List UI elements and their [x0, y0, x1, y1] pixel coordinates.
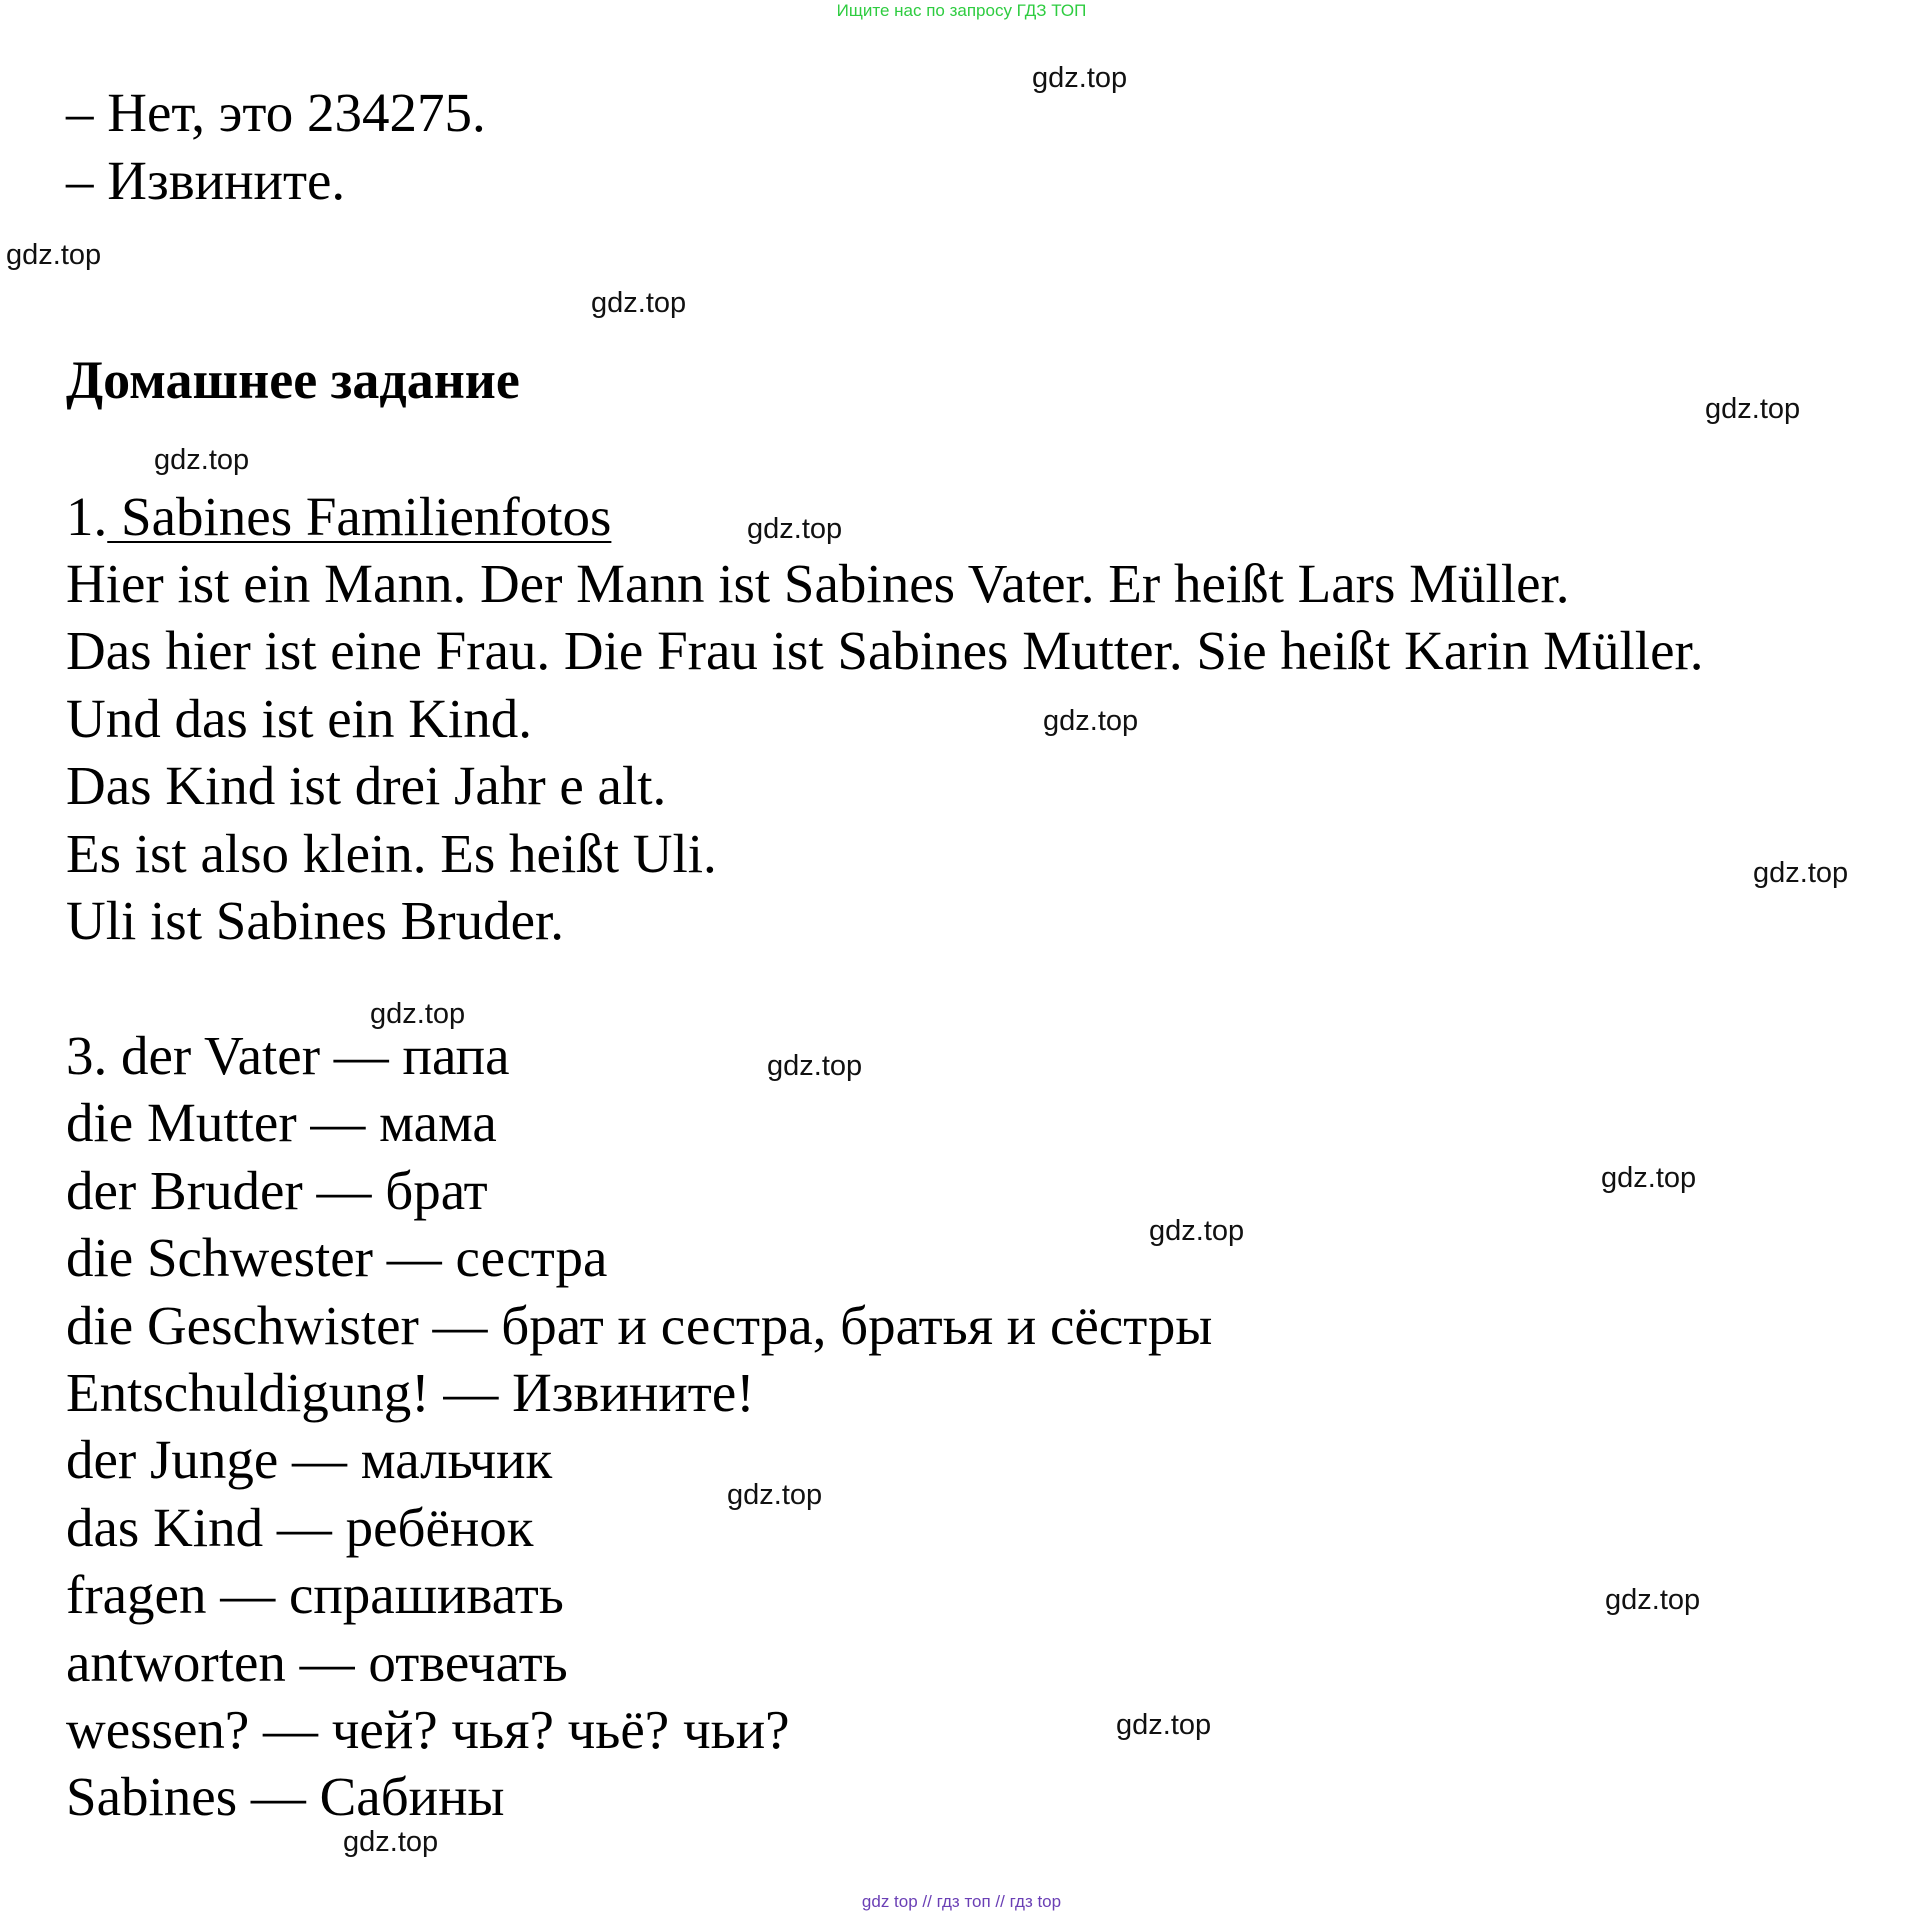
- task1-line-6: Uli ist Sabines Bruder.: [66, 890, 565, 951]
- vocab-line-10: antworten — отвечать: [66, 1632, 568, 1693]
- watermark: gdz.top: [1116, 1709, 1212, 1741]
- vocab-line-9: fragen — спрашивать: [66, 1564, 564, 1625]
- watermark: gdz.top: [767, 1050, 863, 1082]
- vocab-line-3: der Bruder — брат: [66, 1160, 488, 1221]
- vocab-line-8: das Kind — ребёнок: [66, 1497, 534, 1558]
- task1-number: 1.: [66, 486, 108, 547]
- vocab-line-11: wessen? — чей? чья? чьё? чьи?: [66, 1699, 790, 1760]
- watermark: gdz.top: [154, 444, 250, 476]
- watermark: gdz.top: [747, 513, 843, 545]
- vocab-line-1: 3. der Vater — папа: [66, 1025, 510, 1086]
- task1-line-4: Das Kind ist drei Jahr e alt.: [66, 755, 667, 816]
- intro-line-1: – Нет, это 234275.: [66, 82, 486, 143]
- watermark: gdz.top: [1601, 1162, 1697, 1194]
- watermark: gdz.top: [1753, 857, 1849, 889]
- task1-line-3: Und das ist ein Kind.: [66, 688, 532, 749]
- task1-line-1: Hier ist ein Mann. Der Mann ist Sabines Vater. Er heißt Lars Müller.: [66, 553, 1570, 614]
- watermark: gdz.top: [727, 1479, 823, 1511]
- vocab-line-5: die Geschwister — брат и сестра, братья и сёстры: [66, 1295, 1213, 1356]
- vocab-line-2: die Mutter — мама: [66, 1092, 497, 1153]
- watermark: gdz.top: [1149, 1215, 1245, 1247]
- vocab-line-4: die Schwester — сестра: [66, 1227, 608, 1288]
- task1-title: Sabines Familienfotos: [107, 486, 612, 547]
- vocab-line-6: Entschuldigung! — Извините!: [66, 1362, 755, 1423]
- bottom-footer[interactable]: gdz top // гдз топ // гдз top: [861, 1892, 1062, 1911]
- top-banner[interactable]: Ищите нас по запросу ГДЗ ТОП: [836, 1, 1087, 20]
- watermark: gdz.top: [1043, 705, 1139, 737]
- vocab-line-7: der Junge — мальчик: [66, 1429, 553, 1490]
- vocab-line-12: Sabines — Сабины: [66, 1766, 505, 1827]
- watermark: gdz.top: [343, 1826, 439, 1858]
- task1-line-2: Das hier ist eine Frau. Die Frau ist Sabines Mutter. Sie heißt Karin Müller.: [66, 620, 1704, 681]
- watermark: gdz.top: [591, 287, 687, 319]
- task1-title-line: [66, 483, 611, 551]
- intro-line-2: – Извините.: [66, 150, 346, 211]
- task1-line-5: Es ist also klein. Es heißt Uli.: [66, 823, 717, 884]
- watermark: gdz.top: [6, 239, 102, 271]
- watermark: gdz.top: [1032, 62, 1128, 94]
- watermark: gdz.top: [1705, 393, 1801, 425]
- watermark: gdz.top: [370, 998, 466, 1030]
- homework-heading: Домашнее задание: [66, 350, 520, 410]
- watermark: gdz.top: [1605, 1584, 1701, 1616]
